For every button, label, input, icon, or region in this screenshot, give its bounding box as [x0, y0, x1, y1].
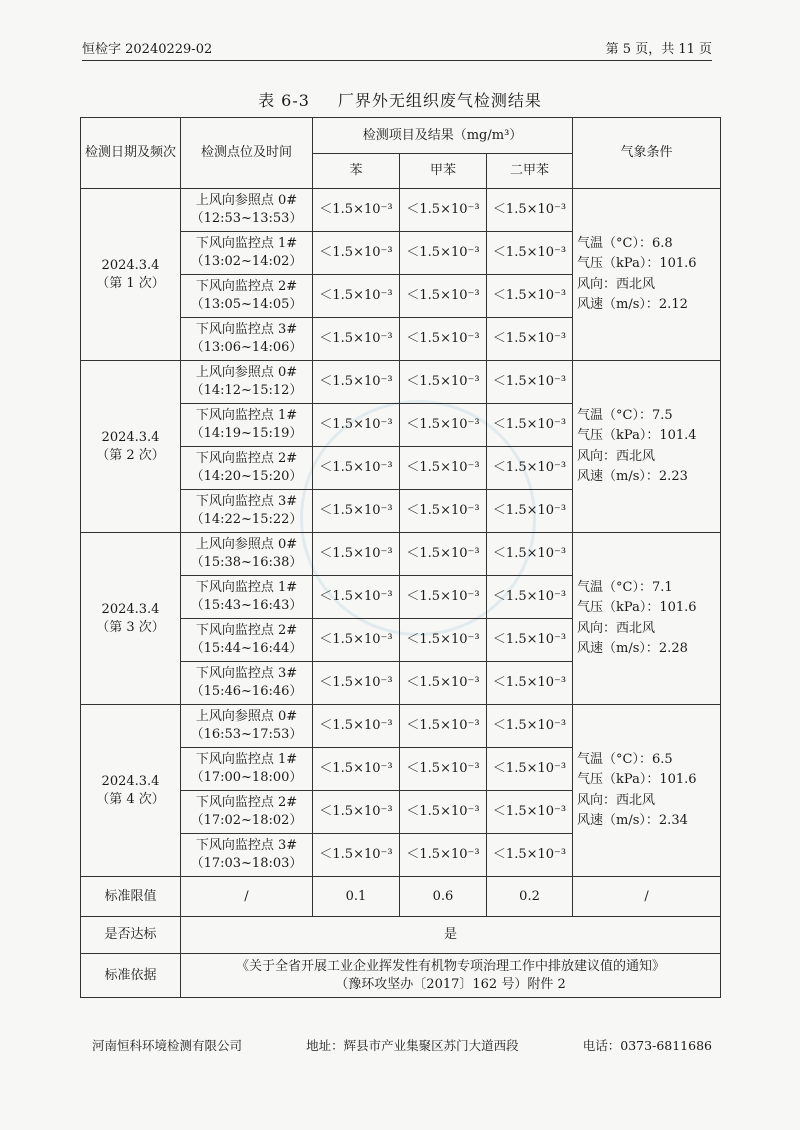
weather-line: 风速（m/s）：2.28: [577, 640, 688, 656]
point-time-cell: [181, 662, 313, 705]
header-point-time: 检测点位及时间: [181, 118, 313, 189]
point-time-cell: [181, 232, 313, 275]
monitoring-point: 上风向参照点 0#: [195, 365, 298, 381]
point-time-cell: [181, 361, 313, 404]
sampling-time: （13:02~14:02）: [190, 254, 303, 269]
monitoring-point: 下风向监控点 2#: [195, 795, 298, 811]
point-time-cell: [181, 619, 313, 662]
date-freq-cell: [81, 189, 181, 361]
weather-line: 气压（kPa）：101.4: [577, 428, 697, 444]
sampling-time: （15:38~16:38）: [190, 555, 303, 570]
monitoring-point: 上风向参照点 0#: [195, 537, 298, 553]
test-date: 2024.3.4: [101, 429, 160, 445]
monitoring-point: 下风向监控点 2#: [195, 451, 298, 467]
xylene-value: ＜1.5×10⁻³: [487, 318, 573, 361]
benzene-value: ＜1.5×10⁻³: [313, 232, 400, 275]
header-xylene: 二甲苯: [487, 154, 573, 189]
point-time-cell: [181, 490, 313, 533]
point-time-cell: [181, 404, 313, 447]
toluene-value: ＜1.5×10⁻³: [400, 189, 487, 232]
sampling-time: （13:05~14:05）: [190, 297, 303, 312]
limit-toluene: 0.6: [400, 877, 487, 917]
benzene-value: ＜1.5×10⁻³: [313, 791, 400, 834]
header-date-freq: 检测日期及频次: [81, 118, 181, 189]
header-toluene: 甲苯: [400, 154, 487, 189]
xylene-value: ＜1.5×10⁻³: [487, 189, 573, 232]
weather-line: 风向：西北风: [577, 448, 656, 464]
sampling-time: （15:43~16:43）: [190, 598, 303, 613]
page-footer: [92, 1036, 712, 1054]
basis-line-2: （豫环攻坚办〔2017〕162 号）附件 2: [335, 976, 566, 992]
benzene-value: ＜1.5×10⁻³: [313, 576, 400, 619]
basis-row: [81, 954, 721, 998]
point-time-cell: [181, 318, 313, 361]
benzene-value: ＜1.5×10⁻³: [313, 705, 400, 748]
monitoring-point: 下风向监控点 3#: [195, 666, 298, 682]
table-row: [81, 189, 721, 232]
weather-cell: [573, 705, 721, 877]
toluene-value: ＜1.5×10⁻³: [400, 576, 487, 619]
toluene-value: ＜1.5×10⁻³: [400, 275, 487, 318]
footer-phone: 电话：0373-6811686: [582, 1038, 712, 1053]
monitoring-point: 下风向监控点 1#: [195, 752, 298, 768]
report-number: 恒检字 20240229-02: [82, 42, 213, 57]
xylene-value: ＜1.5×10⁻³: [487, 232, 573, 275]
basis-label: 标准依据: [81, 954, 181, 998]
results-table: [80, 117, 721, 998]
compliance-label: 是否达标: [81, 917, 181, 954]
table-title: 厂界外无组织废气检测结果: [337, 91, 542, 110]
weather-line: 气温（°C）：7.1: [577, 580, 673, 596]
monitoring-point: 下风向监控点 3#: [195, 322, 298, 338]
test-date: 2024.3.4: [101, 773, 160, 789]
weather-line: 风速（m/s）：2.12: [577, 296, 688, 312]
header-benzene: 苯: [313, 154, 400, 189]
xylene-value: ＜1.5×10⁻³: [487, 834, 573, 877]
xylene-value: ＜1.5×10⁻³: [487, 533, 573, 576]
sampling-time: （15:44~16:44）: [190, 641, 303, 656]
basis-value: [181, 954, 721, 998]
test-frequency: （第 4 次）: [96, 791, 165, 807]
toluene-value: ＜1.5×10⁻³: [400, 404, 487, 447]
xylene-value: ＜1.5×10⁻³: [487, 705, 573, 748]
compliance-row: [81, 917, 721, 954]
limit-weather: /: [573, 877, 721, 917]
point-time-cell: [181, 189, 313, 232]
sampling-time: （14:12~15:12）: [190, 383, 303, 398]
weather-line: 气温（°C）：6.8: [577, 236, 673, 252]
xylene-value: ＜1.5×10⁻³: [487, 490, 573, 533]
sampling-time: （17:03~18:03）: [190, 856, 303, 871]
date-freq-cell: [81, 361, 181, 533]
point-time-cell: [181, 834, 313, 877]
sampling-time: （14:22~15:22）: [190, 512, 303, 527]
benzene-value: ＜1.5×10⁻³: [313, 490, 400, 533]
weather-line: 气压（kPa）：101.6: [577, 600, 697, 616]
page-indicator: 第 5 页，共 11 页: [605, 42, 712, 57]
monitoring-point: 下风向监控点 2#: [195, 279, 298, 295]
sampling-time: （12:53~13:53）: [190, 211, 303, 226]
weather-line: 气压（kPa）：101.6: [577, 256, 697, 272]
table-row: [81, 705, 721, 748]
monitoring-point: 下风向监控点 1#: [195, 236, 298, 252]
table-number: 表 6-3: [258, 91, 310, 110]
toluene-value: ＜1.5×10⁻³: [400, 490, 487, 533]
table-row: [81, 533, 721, 576]
monitoring-point: 上风向参照点 0#: [195, 709, 298, 725]
benzene-value: ＜1.5×10⁻³: [313, 533, 400, 576]
toluene-value: ＜1.5×10⁻³: [400, 662, 487, 705]
xylene-value: ＜1.5×10⁻³: [487, 361, 573, 404]
sampling-time: （16:53~17:53）: [190, 727, 303, 742]
toluene-value: ＜1.5×10⁻³: [400, 834, 487, 877]
benzene-value: ＜1.5×10⁻³: [313, 662, 400, 705]
test-date: 2024.3.4: [101, 257, 160, 273]
weather-cell: [573, 361, 721, 533]
footer-company: 河南恒科环境检测有限公司: [92, 1038, 243, 1053]
weather-line: 风向：西北风: [577, 620, 656, 636]
sampling-time: （15:46~16:46）: [190, 684, 303, 699]
xylene-value: ＜1.5×10⁻³: [487, 404, 573, 447]
header-weather: 气象条件: [573, 118, 721, 189]
weather-line: 气温（°C）：7.5: [577, 408, 673, 424]
sampling-time: （14:19~15:19）: [190, 426, 303, 441]
benzene-value: ＜1.5×10⁻³: [313, 189, 400, 232]
header-items: 检测项目及结果（mg/m³）: [313, 118, 573, 154]
monitoring-point: 下风向监控点 1#: [195, 580, 298, 596]
weather-line: 风速（m/s）：2.23: [577, 468, 688, 484]
xylene-value: ＜1.5×10⁻³: [487, 662, 573, 705]
weather-line: 风向：西北风: [577, 792, 656, 808]
monitoring-point: 下风向监控点 3#: [195, 838, 298, 854]
point-time-cell: [181, 447, 313, 490]
xylene-value: ＜1.5×10⁻³: [487, 791, 573, 834]
test-frequency: （第 3 次）: [96, 619, 165, 635]
weather-line: 气压（kPa）：101.6: [577, 772, 697, 788]
monitoring-point: 下风向监控点 3#: [195, 494, 298, 510]
limit-benzene: 0.1: [313, 877, 400, 917]
point-time-cell: [181, 791, 313, 834]
xylene-value: ＜1.5×10⁻³: [487, 447, 573, 490]
compliance-value: 是: [181, 917, 721, 954]
xylene-value: ＜1.5×10⁻³: [487, 576, 573, 619]
toluene-value: ＜1.5×10⁻³: [400, 533, 487, 576]
limit-xylene: 0.2: [487, 877, 573, 917]
toluene-value: ＜1.5×10⁻³: [400, 447, 487, 490]
toluene-value: ＜1.5×10⁻³: [400, 748, 487, 791]
toluene-value: ＜1.5×10⁻³: [400, 791, 487, 834]
xylene-value: ＜1.5×10⁻³: [487, 275, 573, 318]
limit-point: /: [181, 877, 313, 917]
benzene-value: ＜1.5×10⁻³: [313, 834, 400, 877]
benzene-value: ＜1.5×10⁻³: [313, 447, 400, 490]
benzene-value: ＜1.5×10⁻³: [313, 404, 400, 447]
sampling-time: （17:02~18:02）: [190, 813, 303, 828]
benzene-value: ＜1.5×10⁻³: [313, 619, 400, 662]
header-divider: [82, 60, 712, 61]
test-date: 2024.3.4: [101, 601, 160, 617]
point-time-cell: [181, 748, 313, 791]
test-frequency: （第 1 次）: [96, 275, 165, 291]
footer-address: 地址：辉县市产业集聚区苏门大道西段: [306, 1038, 519, 1053]
test-frequency: （第 2 次）: [96, 447, 165, 463]
weather-line: 风速（m/s）：2.34: [577, 812, 688, 828]
benzene-value: ＜1.5×10⁻³: [313, 361, 400, 404]
weather-cell: [573, 533, 721, 705]
weather-line: 风向：西北风: [577, 276, 656, 292]
table-caption: [0, 88, 800, 111]
date-freq-cell: [81, 533, 181, 705]
sampling-time: （14:20~15:20）: [190, 469, 303, 484]
xylene-value: ＜1.5×10⁻³: [487, 748, 573, 791]
point-time-cell: [181, 275, 313, 318]
toluene-value: ＜1.5×10⁻³: [400, 705, 487, 748]
benzene-value: ＜1.5×10⁻³: [313, 275, 400, 318]
table-row: [81, 361, 721, 404]
monitoring-point: 下风向监控点 1#: [195, 408, 298, 424]
weather-line: 气温（°C）：6.5: [577, 752, 673, 768]
toluene-value: ＜1.5×10⁻³: [400, 318, 487, 361]
point-time-cell: [181, 576, 313, 619]
toluene-value: ＜1.5×10⁻³: [400, 619, 487, 662]
benzene-value: ＜1.5×10⁻³: [313, 748, 400, 791]
monitoring-point: 下风向监控点 2#: [195, 623, 298, 639]
limit-label: 标准限值: [81, 877, 181, 917]
xylene-value: ＜1.5×10⁻³: [487, 619, 573, 662]
point-time-cell: [181, 705, 313, 748]
basis-line-1: 《关于全省开展工业企业挥发性有机物专项治理工作中排放建议值的通知》: [236, 958, 666, 974]
point-time-cell: [181, 533, 313, 576]
toluene-value: ＜1.5×10⁻³: [400, 232, 487, 275]
date-freq-cell: [81, 705, 181, 877]
weather-cell: [573, 189, 721, 361]
benzene-value: ＜1.5×10⁻³: [313, 318, 400, 361]
limit-row: [81, 877, 721, 917]
toluene-value: ＜1.5×10⁻³: [400, 361, 487, 404]
monitoring-point: 上风向参照点 0#: [195, 193, 298, 209]
sampling-time: （17:00~18:00）: [190, 770, 303, 785]
sampling-time: （13:06~14:06）: [190, 340, 303, 355]
